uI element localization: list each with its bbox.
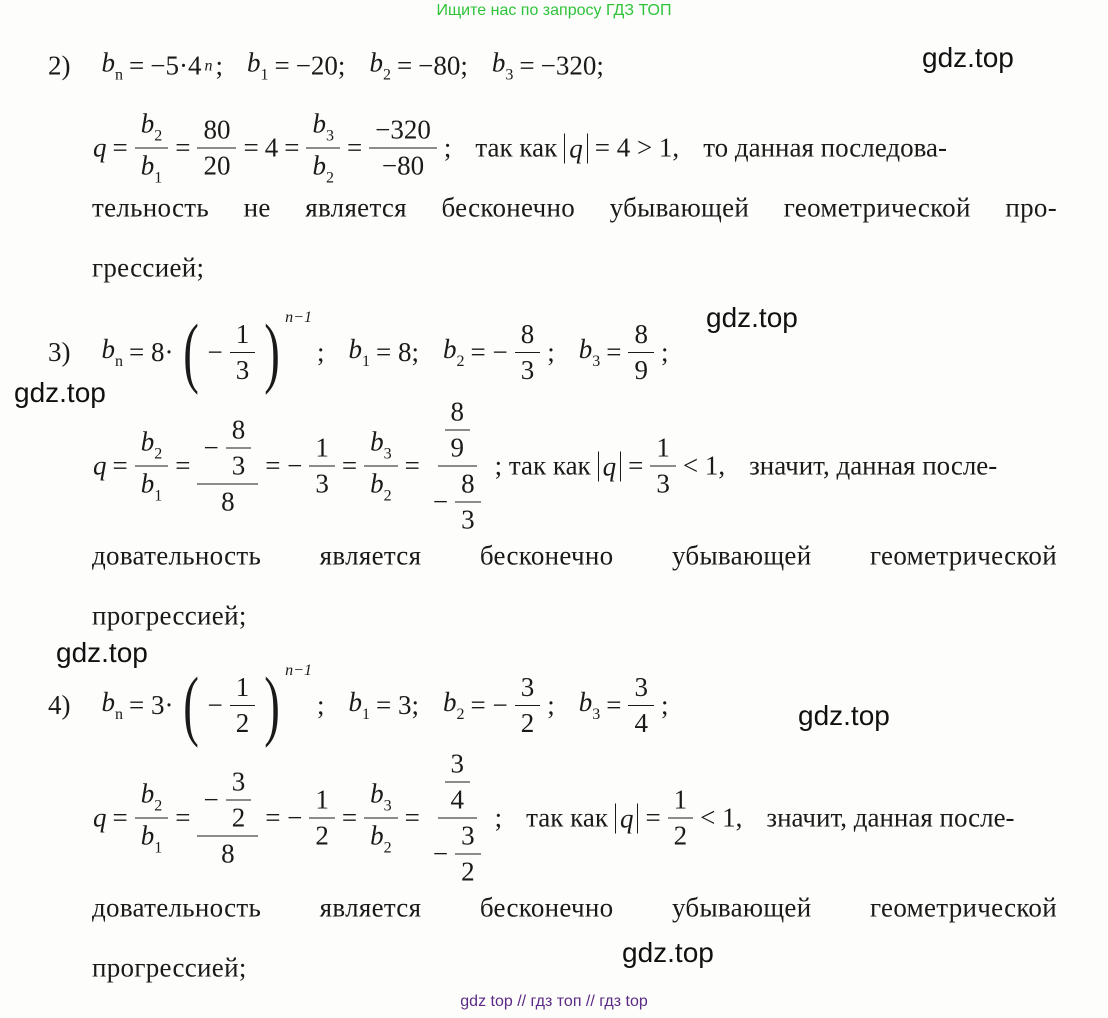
watermark: gdz.top: [798, 700, 890, 731]
math-text: =: [606, 689, 622, 720]
math-text: 8: [231, 414, 246, 445]
numerator: [445, 397, 471, 431]
math-text: 3: [520, 671, 535, 702]
fraction: [306, 109, 340, 188]
denominator: [309, 819, 335, 852]
math-text: 3: [235, 354, 250, 385]
numerator: [364, 427, 398, 467]
subscript: n: [115, 352, 123, 370]
math-text: 3: [231, 450, 246, 481]
math-variable: $b_2$: [442, 333, 465, 370]
math-variable: $b_2$: [442, 686, 465, 723]
subscript: 2: [382, 66, 391, 84]
math-text: −320;: [540, 50, 604, 81]
subscript: 2: [383, 839, 392, 857]
math-text: ;: [494, 802, 503, 833]
numerator: [197, 415, 258, 485]
math-text: =: [628, 450, 644, 481]
math-text: = 4 > 1,: [594, 132, 680, 163]
denominator: [427, 819, 488, 888]
math-text: 2: [235, 707, 250, 738]
numerator: [628, 672, 654, 706]
text-line: тельность не является бесконечно убывающей геометрической про-: [92, 192, 1057, 223]
math-text: −5·4: [150, 50, 202, 81]
math-text: 2: [231, 802, 246, 833]
denominator: [230, 706, 256, 739]
math-text: =: [519, 50, 535, 81]
fraction: [650, 433, 676, 500]
watermark: gdz.top: [622, 937, 714, 968]
math-text: значит, данная после-: [749, 450, 998, 481]
subscript: 2: [325, 169, 334, 187]
denominator: [628, 706, 654, 739]
numerator: [438, 749, 478, 819]
math-text: 1: [656, 432, 670, 463]
parenthesized-expression: [178, 661, 312, 748]
text-line: довательность является бесконечно убывающей геометрической: [92, 540, 1057, 571]
math-text: 3: [461, 820, 475, 851]
math-text: =: [404, 450, 420, 481]
exponent: n: [204, 57, 213, 74]
numerator: [455, 469, 481, 503]
item-number: 3): [48, 336, 71, 367]
text-line: прогрессией;: [92, 952, 247, 983]
watermark: gdz.top: [922, 42, 1014, 73]
subscript: 2: [154, 797, 163, 815]
watermark: gdz.top: [14, 377, 106, 408]
subscript: 3: [325, 127, 334, 145]
math-variable: $b_1$: [348, 686, 370, 723]
numerator: [668, 785, 694, 819]
fraction: [230, 672, 256, 739]
math-variable: $b_2$: [140, 426, 163, 463]
math-text: = 3;: [375, 689, 419, 720]
math-line: [48, 661, 671, 748]
math-text: то данная последова-: [703, 132, 947, 163]
numerator: [197, 115, 236, 149]
fraction: [628, 319, 654, 386]
fraction: [309, 785, 335, 852]
math-text: =: [112, 132, 128, 163]
math-text: 3: [520, 354, 535, 385]
subscript: 1: [361, 352, 370, 370]
denominator: [226, 449, 252, 482]
math-text: =: [129, 50, 145, 81]
math-text: = −: [470, 336, 508, 367]
fraction: [226, 767, 252, 834]
numerator: [650, 433, 676, 467]
denominator: [628, 353, 654, 386]
math-text: = −: [265, 802, 303, 833]
parenthesized-expression: [178, 308, 312, 395]
fraction: [455, 821, 481, 888]
math-text: −80: [381, 150, 425, 181]
math-text: 2: [673, 820, 688, 851]
fraction: [197, 115, 236, 182]
math-text: ;: [215, 50, 223, 81]
math-variable: $b_2$: [370, 820, 392, 857]
numerator: [369, 115, 437, 149]
numerator: [628, 319, 654, 353]
fraction: [427, 397, 488, 536]
math-text: ;: [443, 132, 452, 163]
left-paren: (: [183, 661, 200, 748]
math-text: ;: [660, 689, 669, 720]
math-text: 8: [520, 318, 535, 349]
math-text: = −: [470, 689, 508, 720]
subscript: 2: [456, 705, 465, 723]
subscript: 2: [154, 445, 163, 463]
math-text: 8: [450, 396, 464, 427]
subscript: 1: [361, 705, 370, 723]
numerator: [309, 433, 335, 467]
math-text: 8: [634, 318, 648, 349]
text-line: довательность является бесконечно убывающей геометрической: [92, 892, 1057, 923]
math-text: так как: [526, 802, 608, 833]
numerator: [455, 821, 481, 855]
numerator: [135, 427, 169, 467]
math-text: 8: [221, 486, 235, 517]
math-line: [90, 749, 1018, 888]
subscript: 2: [383, 487, 392, 505]
math-text: 2: [315, 820, 329, 851]
math-text: −: [207, 689, 223, 720]
math-variable: $b_n$: [101, 47, 123, 84]
denominator: [364, 819, 398, 858]
math-text: =: [404, 802, 420, 833]
math-variable: $b_1$: [140, 150, 163, 187]
fraction: [668, 785, 694, 852]
left-paren: (: [183, 308, 200, 395]
math-text: значит, данная после-: [766, 802, 1015, 833]
numerator: [226, 415, 252, 449]
denominator: [455, 503, 481, 536]
math-variable: q: [93, 132, 107, 163]
denominator: [215, 485, 241, 518]
math-text: так как: [475, 132, 558, 163]
math-text: ;: [547, 689, 555, 720]
fraction: [628, 672, 654, 739]
math-text: 3: [231, 766, 246, 797]
denominator: [515, 353, 541, 386]
item-number: 4): [48, 689, 71, 720]
math-text: =: [346, 132, 363, 163]
math-text: =: [396, 50, 413, 81]
fraction: [226, 415, 252, 482]
math-text: 3: [461, 504, 475, 535]
math-variable: $b_3$: [370, 426, 392, 463]
denominator: [135, 819, 169, 858]
math-text: 20: [203, 150, 231, 181]
math-variable: $b_1$: [246, 47, 269, 84]
subscript: 2: [456, 352, 465, 370]
fraction: [364, 427, 398, 506]
numerator: [515, 672, 541, 706]
math-text: −: [432, 486, 449, 517]
math-text: −320: [375, 114, 431, 145]
math-variable: $b_2$: [140, 108, 163, 145]
fraction: [427, 749, 488, 888]
math-variable: $b_2$: [369, 47, 391, 84]
denominator: [445, 431, 471, 464]
denominator: [650, 467, 676, 500]
math-text: −20;: [295, 50, 346, 81]
math-variable: $b_3$: [578, 333, 601, 370]
subscript: n: [115, 66, 123, 84]
math-variable: $b_3$: [491, 47, 514, 84]
math-text: =: [274, 50, 290, 81]
fraction: [309, 433, 335, 500]
denominator: [427, 467, 488, 536]
exponent: n−1: [285, 309, 312, 326]
math-text: =: [112, 802, 128, 833]
subscript: 3: [505, 66, 514, 84]
math-text: 1: [235, 318, 250, 349]
fraction: [364, 779, 398, 858]
math-text: ; так как: [494, 450, 591, 481]
math-text: 9: [634, 354, 648, 385]
subscript: 3: [592, 352, 601, 370]
math-text: 3: [315, 468, 329, 499]
math-variable: $b_2$: [140, 778, 163, 815]
math-text: < 1,: [682, 450, 726, 481]
math-variable: $b_1$: [348, 333, 370, 370]
absolute-value: q: [564, 133, 588, 163]
math-text: =: [341, 450, 358, 481]
fraction: [135, 779, 169, 858]
denominator: [309, 467, 335, 500]
absolute-value: q: [598, 451, 622, 481]
subscript: 3: [383, 445, 392, 463]
math-variable: $b_2$: [370, 468, 392, 505]
math-text: =: [175, 802, 191, 833]
fraction: [369, 115, 437, 182]
math-text: 1: [315, 784, 329, 815]
fraction: [515, 319, 541, 386]
math-text: ;: [316, 336, 325, 367]
math-text: =: [112, 450, 128, 481]
subscript: 1: [154, 169, 163, 187]
math-text: 4: [264, 132, 279, 163]
numerator: [309, 785, 335, 819]
math-text: 8: [461, 468, 475, 499]
denominator: [364, 467, 398, 506]
math-variable: $b_n$: [101, 333, 123, 370]
math-text: 3: [634, 671, 648, 702]
denominator: [215, 837, 241, 870]
text-line: грессией;: [92, 252, 205, 283]
math-text: =: [645, 802, 661, 833]
denominator: [135, 149, 169, 188]
math-text: −: [207, 336, 223, 367]
denominator: [226, 801, 252, 834]
math-text: 1: [673, 784, 688, 815]
math-text: ;: [547, 336, 555, 367]
math-text: =: [175, 450, 191, 481]
right-paren: ): [264, 308, 280, 395]
math-text: 3: [656, 468, 670, 499]
watermark: gdz.top: [706, 302, 798, 333]
item-number: 2): [48, 50, 71, 81]
denominator: [445, 783, 471, 816]
math-text: −: [203, 784, 219, 815]
numerator: [197, 767, 258, 837]
math-text: = 3·: [129, 689, 174, 720]
numerator: [364, 779, 398, 819]
denominator: [376, 149, 430, 182]
denominator: [197, 149, 236, 182]
numerator: [226, 767, 252, 801]
math-variable: $b_3$: [578, 686, 601, 723]
math-text: −80;: [418, 50, 468, 81]
numerator: [438, 397, 478, 467]
math-text: 1: [315, 432, 329, 463]
math-variable: $b_3$: [312, 108, 334, 145]
math-variable: $b_n$: [101, 686, 123, 723]
math-variable: q: [93, 450, 107, 481]
math-text: 2: [461, 856, 475, 887]
math-text: 8: [221, 838, 235, 869]
fraction: [135, 427, 169, 506]
numerator: [306, 109, 340, 149]
absolute-value: q: [615, 803, 639, 833]
math-variable: q: [93, 802, 107, 833]
fraction: [197, 415, 258, 518]
math-line: [90, 397, 1000, 536]
math-text: = 8;: [375, 336, 419, 367]
fraction: [445, 397, 471, 464]
math-text: ;: [316, 689, 325, 720]
math-text: 4: [634, 707, 648, 738]
math-text: =: [175, 132, 191, 163]
denominator: [306, 149, 340, 188]
math-text: −: [203, 432, 219, 463]
math-text: = −: [265, 450, 303, 481]
text-line: прогрессией;: [92, 600, 247, 631]
math-text: = 8·: [129, 336, 174, 367]
denominator: [135, 467, 169, 506]
math-text: −: [432, 838, 449, 869]
math-text: 2: [520, 707, 535, 738]
footer-links: gdz top // гдз топ // гдз top: [460, 993, 648, 1010]
math-variable: $b_1$: [140, 468, 163, 505]
numerator: [445, 749, 471, 783]
subscript: 3: [592, 705, 601, 723]
math-text: 80: [203, 114, 231, 145]
exponent: n−1: [285, 662, 312, 679]
subscript: n: [115, 705, 123, 723]
fraction: [515, 672, 541, 739]
math-text: =: [284, 132, 300, 163]
math-line: [90, 109, 950, 188]
subscript: 1: [154, 487, 163, 505]
math-text: 4: [450, 784, 464, 815]
subscript: 2: [154, 127, 163, 145]
math-variable: $b_3$: [370, 778, 392, 815]
denominator: [515, 706, 541, 739]
math-text: < 1,: [700, 802, 743, 833]
header-banner: Ищите нас по запросу ГДЗ ТОП: [436, 2, 672, 19]
fraction: [230, 319, 256, 386]
math-text: =: [243, 132, 259, 163]
subscript: 1: [260, 66, 269, 84]
fraction: [445, 749, 471, 816]
math-text: =: [606, 336, 622, 367]
math-text: 9: [450, 432, 464, 463]
math-variable: $b_2$: [312, 150, 334, 187]
watermark: gdz.top: [56, 637, 148, 668]
right-paren: ): [264, 661, 280, 748]
math-text: 1: [235, 671, 250, 702]
fraction: [197, 767, 258, 870]
math-text: =: [341, 802, 358, 833]
math-text: 3: [450, 748, 464, 779]
math-variable: $b_1$: [140, 820, 163, 857]
numerator: [515, 319, 541, 353]
numerator: [135, 779, 169, 819]
denominator: [230, 353, 256, 386]
numerator: [135, 109, 169, 149]
numerator: [230, 672, 256, 706]
denominator: [455, 855, 481, 888]
numerator: [230, 319, 256, 353]
subscript: 3: [383, 797, 392, 815]
math-line: [48, 308, 671, 395]
fraction: [455, 469, 481, 536]
denominator: [668, 819, 694, 852]
math-text: ;: [660, 336, 669, 367]
math-line: [48, 48, 607, 85]
fraction: [135, 109, 169, 188]
subscript: 1: [154, 839, 163, 857]
